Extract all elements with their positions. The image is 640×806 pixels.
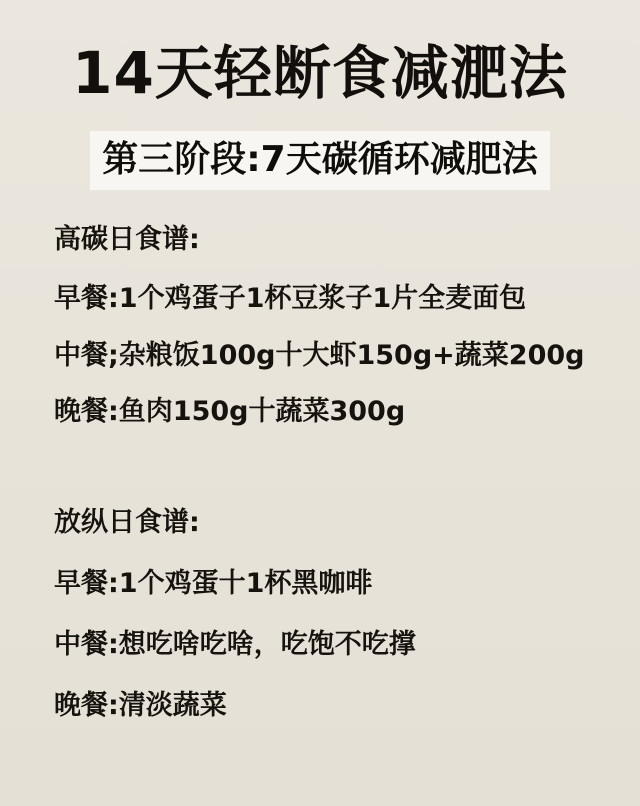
section-heading: 放纵日食谱: <box>54 507 200 539</box>
section-spacer <box>40 453 600 507</box>
section-line: 中餐:想吃啥吃啥，吃饱不吃撑 <box>54 629 416 661</box>
section-line: 早餐:1个鸡蛋十1杯黑咖啡 <box>54 568 373 600</box>
section-line: 早餐:1个鸡蛋子1杯豆浆子1片全麦面包 <box>54 282 527 314</box>
subtitle-container <box>40 131 600 190</box>
page-subtitle: 第三阶段:7天碳循环减肥法 <box>90 131 549 190</box>
section-line: 晚餐:鱼肉150g十蔬菜300g <box>54 396 406 428</box>
page-title: 14天轻断食减淝法 <box>72 39 568 107</box>
section-cheat-day <box>40 507 600 723</box>
section-heading: 高碳日食谱: <box>54 223 200 255</box>
section-line: 晚餐:清淡蔬菜 <box>54 690 227 722</box>
section-high-carb <box>40 224 600 430</box>
section-line: 中餐;杂粮饭100g十大虾150g+蔬菜200g <box>54 339 585 371</box>
